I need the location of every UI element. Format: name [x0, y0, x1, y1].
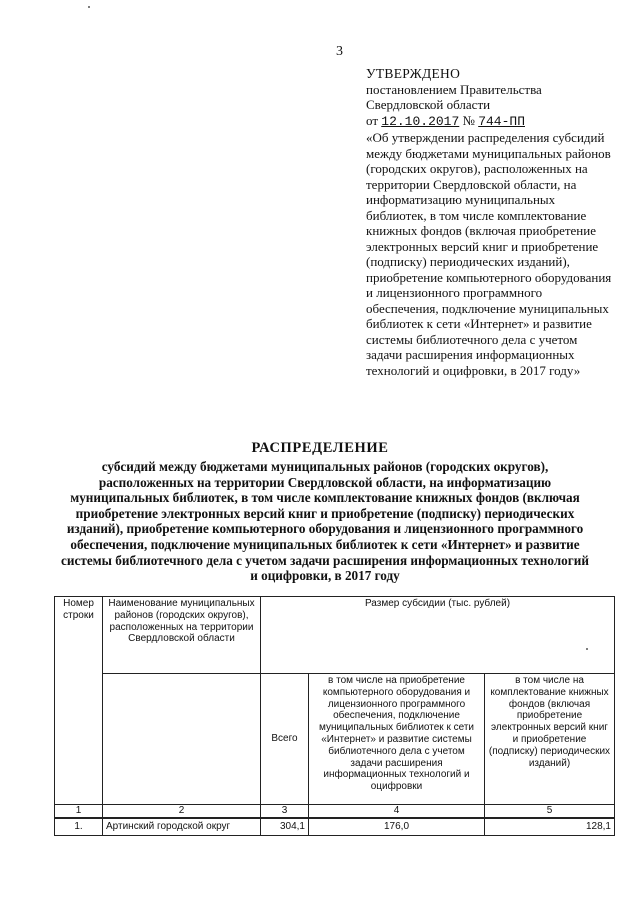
page-number: 3	[336, 44, 343, 59]
column-number-1: 1	[55, 805, 103, 818]
header-book-funds: в том числе на комплектование книжных фондов (включая приобретение электронных версий книг и приобретение (подписку) периодических изданий)	[485, 674, 615, 805]
subsidy-books: 128,1	[485, 818, 615, 835]
header-total: Всего	[261, 674, 309, 805]
approval-authority: постановлением Правительства	[366, 81, 542, 97]
number-prefix: №	[462, 112, 475, 128]
header-subsidy-size: Размер субсидии (тыс. рублей)	[261, 597, 615, 674]
row-number: 1.	[55, 818, 103, 835]
header-computer-equipment: в том числе на приобретение компьютерного оборудования и лицензионного программного обеспечения, подключение муниципальных библиотек к сети «Интернет» и развитие системы библиотечного дела с учетом задачи расширения информационных технологий и оцифровки	[309, 674, 485, 805]
header-row-number: Номер строки	[55, 597, 103, 805]
column-number-5: 5	[485, 805, 615, 818]
approval-date: 12.10.2017	[381, 113, 460, 129]
distribution-table	[54, 596, 615, 836]
subsidy-computer: 176,0	[309, 818, 485, 835]
subsidy-total: 304,1	[261, 818, 309, 835]
column-number-4: 4	[309, 805, 485, 818]
header-municipality-name: Наименование муниципальных районов (городских округов), расположенных на территории Свердловской области	[103, 597, 261, 674]
approval-description: «Об утверждении распределения субсидий между бюджетами муниципальных районов (городских округов), расположенных на территории Свердловской области, на информатизацию муниципальных библиотек, в том числе комплектование книжных фондов (включая приобретение электронных версий книг и приобретение (подписку) периодических изданий), приобретение компьютерного оборудования и лицензионного программного обеспечения, подключение муниципальных библиотек к сети «Интернет» и развитие системы библиотечного дела с учетом задачи расширения информационных технологий и оцифровки, в 2017 году»	[366, 130, 612, 378]
column-number-3: 3	[261, 805, 309, 818]
approved-stamp-text: УТВЕРЖДЕНО	[366, 66, 461, 81]
table-row	[55, 818, 615, 835]
header-name-continuation	[103, 674, 261, 805]
scan-speck	[586, 648, 588, 650]
document-title: РАСПРЕДЕЛЕНИЕ	[251, 440, 389, 456]
approval-block	[366, 66, 616, 378]
approval-date-line	[366, 113, 616, 130]
municipality-name: Артинский городской округ	[103, 818, 261, 835]
column-number-2: 2	[103, 805, 261, 818]
document-subtitle: субсидий между бюджетами муниципальных районов (городских округов), расположенных на территории Свердловской области, на информатизацию муниципальных библиотек, в том числе комплектование книжных фондов (включая приобретение электронных версий книг и приобретение (подписку) периодических изданий), приобретение компьютерного оборудования и лицензионного программного обеспечения, подключение муниципальных библиотек к сети «Интернет» и развитие системы библиотечного дела с учетом задачи расширения информационных технологий и оцифровки, в 2017 году	[61, 459, 589, 584]
scan-speck	[88, 6, 90, 8]
approval-region: Свердловской области	[366, 97, 491, 112]
approval-number: 744-ПП	[478, 113, 525, 129]
date-prefix: от	[366, 112, 379, 128]
